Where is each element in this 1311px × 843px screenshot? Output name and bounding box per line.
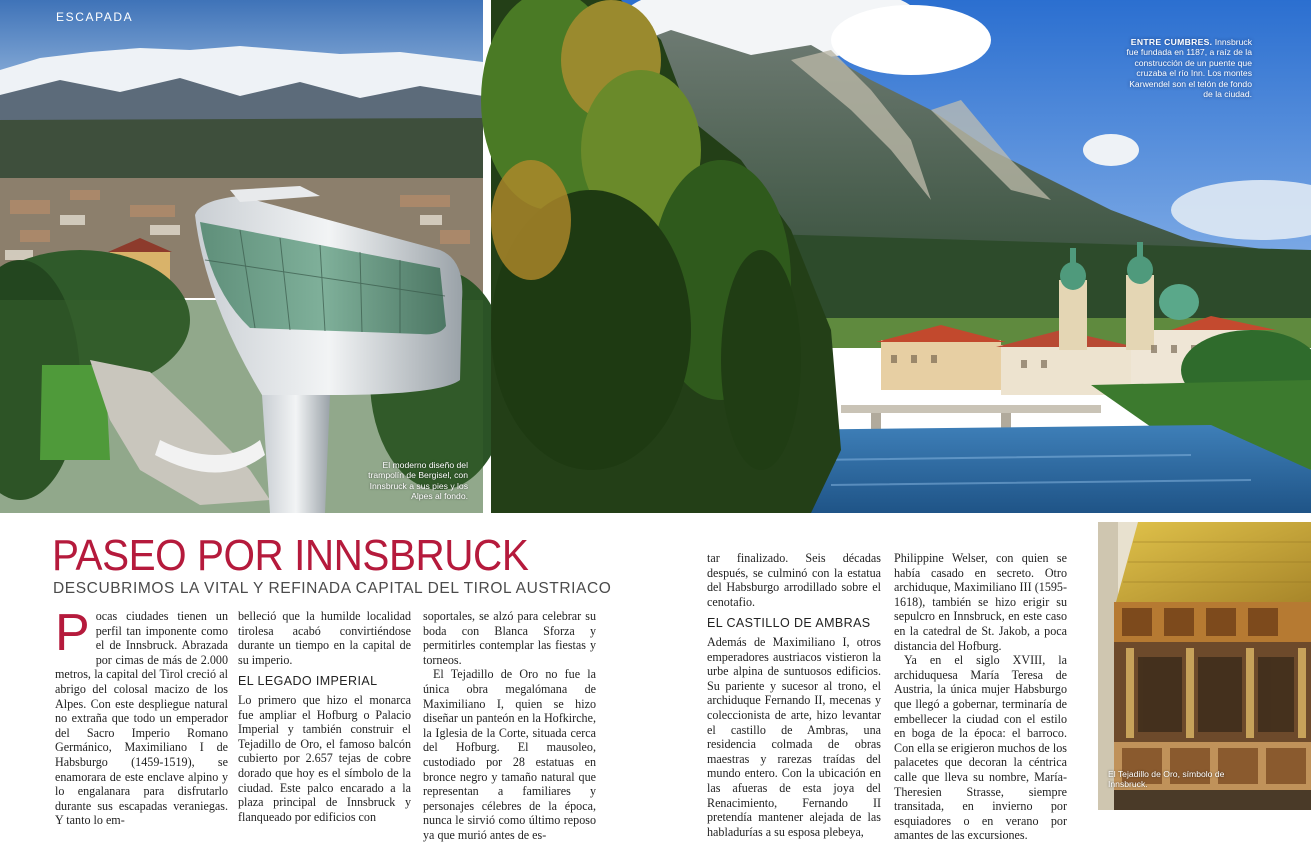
article-column-4	[707, 551, 881, 839]
paragraph: Philippine Welser, con quien se había casado en secreto. Otro archiduque, Maximiliano III (1595-1618), también se hizo erigir su sepulcro en Innsbruck, en este caso en la catedral de St. Jakob, a poca distancia del Hofburg.	[894, 551, 1067, 653]
article-column-1	[55, 604, 228, 828]
section-label: ESCAPADA	[56, 10, 134, 24]
bergisel-caption: El moderno diseño del trampolín de Bergisel, con Innsbruck a sus pies y los Alpes al fondo.	[368, 460, 468, 502]
paragraph: soportales, se alzó para celebrar su boda con Blanca Sforza y permitirles contemplar las fiestas y torneos.	[423, 609, 596, 667]
paragraph: El Tejadillo de Oro no fue la única obra megalómana de Maximiliano I, quien se hizo diseñar un panteón en la Hofkirche, la Iglesia de la Corte, situada cerca del Hofburg. El mausoleo, custodiado por 28 estatuas en bronce negro y tamaño natural que representan a familiares y personajes célebres de la época, nunca le sirvió como último reposo ya que murió antes de es-	[423, 667, 596, 842]
paragraph: belleció que la humilde localidad tirolesa acabó convirtiéndose durante un tiempo en la capital de su imperio.	[238, 609, 411, 667]
bergisel-ski-jump-photo	[0, 0, 483, 513]
cumbres-caption-text: Innsbruck fue fundada en 1187, a raíz de la construcción de un puente que cruzaba el río Inn. Los montes Karwendel son el telón de fondo de la ciudad.	[1126, 37, 1252, 100]
golden-roof-photo	[1098, 522, 1311, 810]
paragraph: Además de Maximiliano I, otros emperadores austriacos vistieron la urbe alpina de suntuosos edificios. Su pariente y sucesor al trono, el archiduque Fernando II, mecenas y coleccionista de arte, hizo levantar el castillo de Ambras, una residencia colmada de obras maestras y rarezas traídas del mundo entero. Con la ubicación en las afueras de esta joya del Renacimiento, Fernando II pretendía mantener alejada de las habladurías a su esposa plebeya,	[707, 634, 881, 839]
cumbres-caption	[1126, 37, 1252, 99]
article-column-3	[423, 609, 596, 843]
article-title: PASEO POR INNSBRUCK	[52, 531, 529, 580]
paragraph: Lo primero que hizo el monarca fue ampliar el Hofburg o Palacio Imperial y también construir el Tejadillo de Oro, el famoso balcón cubierto por 2.657 tejas de cobre dorado que hoy es el símbolo de la ciudad. Este palco encarado a la plaza principal de Innsbruck y flanqueado por edificios con	[238, 692, 411, 824]
paragraph: Ya en el siglo XVIII, la archiduquesa María Teresa de Austria, la única mujer Habsburgo que llegó a gobernar, terminaría de embellecer la ciudad con el estilo en boga de la época: el barroco. Con ella se erigieron muchos de los palacetes que decoran la céntrica calle que lleva su nombre, María-Theresien Strasse, siempre transitada, en invierno por esquiadores o en verano por amantes de las excursiones.	[894, 653, 1067, 843]
article-subtitle: DESCUBRIMOS LA VITAL Y REFINADA CAPITAL DEL TIROL AUSTRIACO	[53, 580, 612, 597]
article-column-2	[238, 609, 411, 824]
paragraph	[55, 604, 228, 828]
cumbres-caption-lead: ENTRE CUMBRES.	[1130, 37, 1213, 47]
heading-legado-imperial: EL LEGADO IMPERIAL	[238, 674, 378, 689]
dropcap: P	[55, 604, 90, 662]
heading-castillo-de-ambras: EL CASTILLO DE AMBRAS	[707, 616, 871, 631]
article-column-5	[894, 551, 1067, 843]
golden-roof-caption: El Tejadillo de Oro, símbolo de Innsbruck.	[1108, 769, 1225, 790]
paragraph-text: ocas ciudades tienen un perfil tan imponente como el de Innsbruck. Abrazada por cimas de más de 2.000 metros, la capital del Tirol creció al abrigo del colosal macizo de los Alpes. Con este despliegue natural no extraña que todo un emperador del Sacro Imperio Romano Germánico, Maximiliano I de Habsburgo (1459-1519), se enamorara de este enclave alpino y lo engalanara para disfrutarlo durante sus escapadas veraniegas. Y tanto lo em-	[55, 609, 228, 828]
paragraph: tar finalizado. Seis décadas después, se culminó con la estatua del Habsburgo arrodillado sobre el cenotafio.	[707, 551, 881, 609]
